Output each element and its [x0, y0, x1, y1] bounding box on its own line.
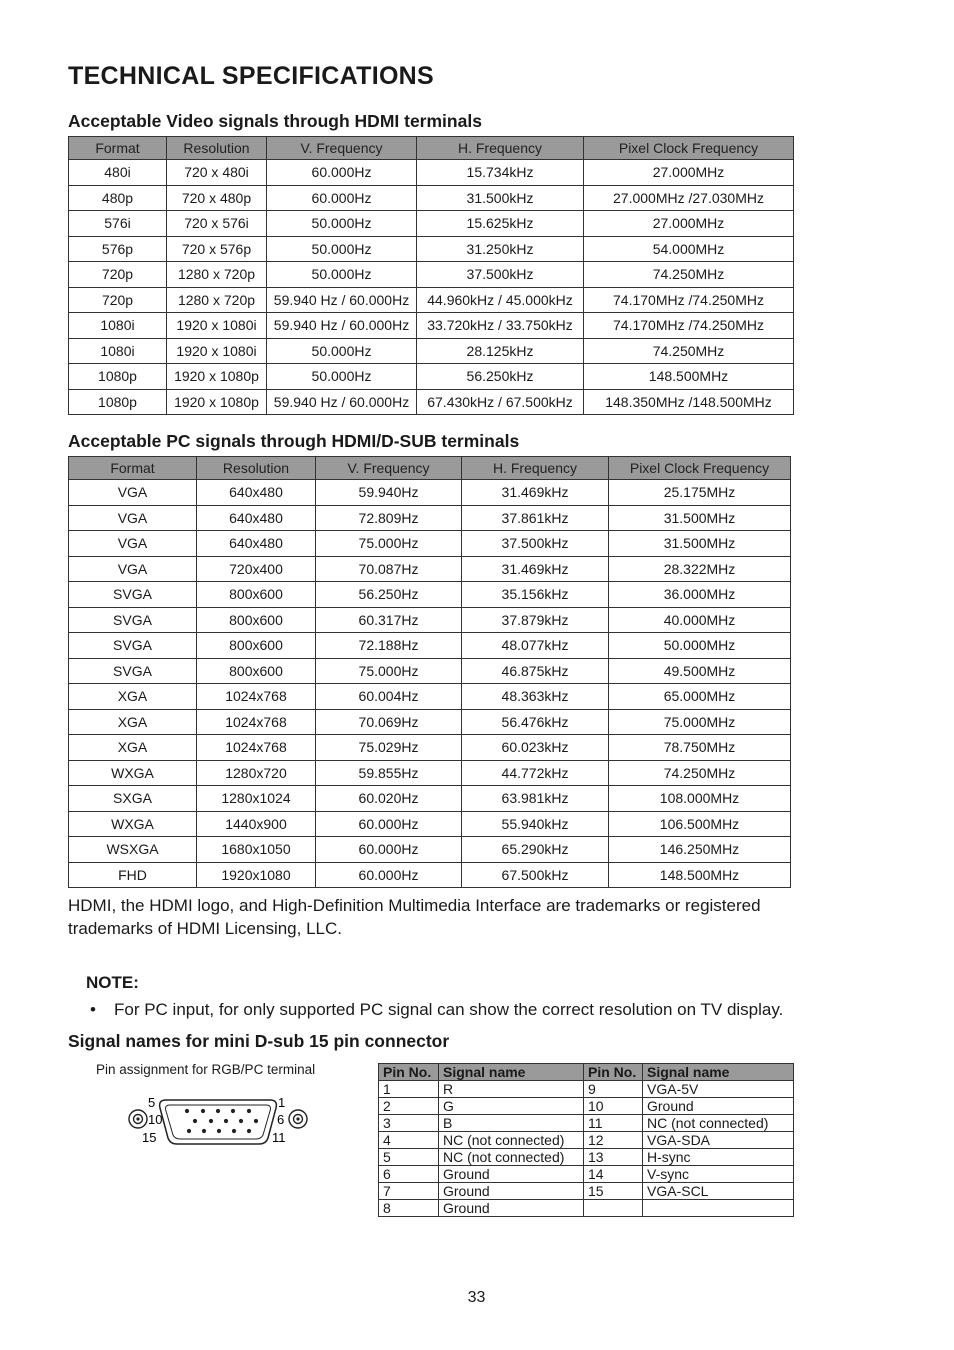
table-cell: VGA-SDA	[643, 1132, 794, 1149]
table-cell: 75.029Hz	[316, 735, 462, 761]
table-cell: VGA	[69, 531, 197, 557]
table-cell: 59.855Hz	[316, 760, 462, 786]
table-cell: 480p	[69, 185, 167, 211]
table-row	[69, 556, 791, 582]
table-cell: 640x480	[197, 480, 316, 506]
table-cell: 60.000Hz	[316, 811, 462, 837]
table-cell: 50.000Hz	[267, 364, 417, 390]
table-cell: 148.350MHz /148.500MHz	[584, 389, 794, 415]
table-row	[69, 735, 791, 761]
table-cell: 1024x768	[197, 735, 316, 761]
table-cell: 44.960kHz / 45.000kHz	[417, 287, 584, 313]
hdmi-video-heading: Acceptable Video signals through HDMI terminals	[68, 111, 482, 131]
table-cell: 37.861kHz	[462, 505, 609, 531]
table-cell: 28.125kHz	[417, 338, 584, 364]
column-header: Resolution	[197, 457, 316, 480]
table-cell: 10	[584, 1098, 643, 1115]
column-header: V. Frequency	[316, 457, 462, 480]
table-cell: 48.363kHz	[462, 684, 609, 710]
column-header: V. Frequency	[267, 137, 417, 160]
table-row	[69, 786, 791, 812]
table-cell: 70.069Hz	[316, 709, 462, 735]
table-cell: 59.940Hz	[316, 480, 462, 506]
table-cell: 720p	[69, 262, 167, 288]
table-cell: 65.290kHz	[462, 837, 609, 863]
table-cell: 74.250MHz	[584, 338, 794, 364]
table-cell: 60.000Hz	[316, 837, 462, 863]
table-cell: 60.317Hz	[316, 607, 462, 633]
table-row	[69, 287, 794, 313]
table-row	[69, 862, 791, 888]
table-row	[69, 760, 791, 786]
table-cell: 576i	[69, 211, 167, 237]
table-cell: 56.476kHz	[462, 709, 609, 735]
column-header: Format	[69, 457, 197, 480]
table-cell: VGA	[69, 505, 197, 531]
table-cell: 1080i	[69, 338, 167, 364]
table-row	[69, 811, 791, 837]
table-cell: 78.750MHz	[609, 735, 791, 761]
table-cell: 36.000MHz	[609, 582, 791, 608]
table-cell: SVGA	[69, 633, 197, 659]
table-cell: 4	[379, 1132, 439, 1149]
table-cell: 15.625kHz	[417, 211, 584, 237]
table-cell: WXGA	[69, 760, 197, 786]
table-cell: 72.188Hz	[316, 633, 462, 659]
pin-label-mid-left: 10	[148, 1112, 163, 1127]
table-cell: 60.020Hz	[316, 786, 462, 812]
table-row	[69, 389, 794, 415]
table-cell: 9	[584, 1081, 643, 1098]
table-cell: VGA-5V	[643, 1081, 794, 1098]
table-cell: 63.981kHz	[462, 786, 609, 812]
table-row	[69, 505, 791, 531]
table-cell: 50.000Hz	[267, 338, 417, 364]
table-cell: 720 x 576p	[167, 236, 267, 262]
column-header: H. Frequency	[462, 457, 609, 480]
table-row	[379, 1115, 794, 1132]
table-cell: 27.000MHz /27.030MHz	[584, 185, 794, 211]
pin-label-top-right: 1	[278, 1095, 286, 1110]
table-cell: VGA-SCL	[643, 1183, 794, 1200]
table-cell: 3	[379, 1115, 439, 1132]
table-row	[69, 338, 794, 364]
table-cell: NC (not connected)	[643, 1115, 794, 1132]
trademark-notice: HDMI, the HDMI logo, and High-Definition Multimedia Interface are trademarks or registered trademarks of HDMI Licensing, LLC.	[68, 896, 761, 938]
table-cell: 1	[379, 1081, 439, 1098]
table-cell: 74.170MHz /74.250MHz	[584, 313, 794, 339]
pc-signals-table	[68, 456, 791, 888]
column-header: Signal name	[643, 1064, 794, 1081]
note-title: NOTE:	[86, 973, 139, 992]
table-cell: SVGA	[69, 607, 197, 633]
table-cell: 13	[584, 1149, 643, 1166]
table-row	[69, 837, 791, 863]
bullet: •	[90, 1000, 96, 1019]
table-row	[379, 1132, 794, 1149]
table-cell: 67.430kHz / 67.500kHz	[417, 389, 584, 415]
column-header: Pin No.	[379, 1064, 439, 1081]
table-cell: 480i	[69, 160, 167, 186]
table-cell: 60.004Hz	[316, 684, 462, 710]
table-cell: 106.500MHz	[609, 811, 791, 837]
table-cell: 720 x 480i	[167, 160, 267, 186]
table-cell: 31.500kHz	[417, 185, 584, 211]
table-header-row	[69, 457, 791, 480]
table-row	[69, 633, 791, 659]
table-cell: FHD	[69, 862, 197, 888]
table-cell: 74.250MHz	[584, 262, 794, 288]
column-header: Pixel Clock Frequency	[584, 137, 794, 160]
table-cell: 1280 x 720p	[167, 287, 267, 313]
table-cell: 800x600	[197, 582, 316, 608]
table-cell: 75.000MHz	[609, 709, 791, 735]
table-cell: 800x600	[197, 658, 316, 684]
table-cell: 11	[584, 1115, 643, 1132]
dsub-pin-table	[378, 1063, 794, 1217]
table-row	[69, 582, 791, 608]
table-cell: 640x480	[197, 505, 316, 531]
table-header-row	[379, 1064, 794, 1081]
pin-label-bottom-left: 15	[142, 1130, 157, 1145]
table-cell: G	[439, 1098, 584, 1115]
table-cell: WSXGA	[69, 837, 197, 863]
table-cell: 50.000Hz	[267, 236, 417, 262]
hdmi-video-table	[68, 136, 794, 415]
table-cell: H-sync	[643, 1149, 794, 1166]
table-cell: 1920x1080	[197, 862, 316, 888]
table-cell: 48.077kHz	[462, 633, 609, 659]
table-row	[69, 313, 794, 339]
table-row	[69, 236, 794, 262]
table-cell: 1280x1024	[197, 786, 316, 812]
note-item	[90, 1000, 783, 1020]
table-cell: 8	[379, 1200, 439, 1217]
table-cell: 70.087Hz	[316, 556, 462, 582]
table-cell: 59.940 Hz / 60.000Hz	[267, 313, 417, 339]
page-number: 33	[467, 1289, 486, 1306]
table-cell: 5	[379, 1149, 439, 1166]
table-row	[379, 1149, 794, 1166]
table-cell: 40.000MHz	[609, 607, 791, 633]
table-row	[379, 1098, 794, 1115]
table-cell: 720 x 576i	[167, 211, 267, 237]
table-cell: 14	[584, 1166, 643, 1183]
table-cell: 15	[584, 1183, 643, 1200]
table-cell: 108.000MHz	[609, 786, 791, 812]
table-cell: 1920 x 1080p	[167, 364, 267, 390]
column-header: H. Frequency	[417, 137, 584, 160]
table-row	[379, 1166, 794, 1183]
pin-label-mid-right: 6	[277, 1112, 285, 1127]
table-cell: 59.940 Hz / 60.000Hz	[267, 389, 417, 415]
table-cell: 54.000MHz	[584, 236, 794, 262]
table-cell: B	[439, 1115, 584, 1132]
table-cell	[643, 1200, 794, 1217]
table-cell: Ground	[439, 1200, 584, 1217]
table-cell: VGA	[69, 556, 197, 582]
table-cell: 60.000Hz	[316, 862, 462, 888]
table-cell: 1280 x 720p	[167, 262, 267, 288]
table-cell: 1280x720	[197, 760, 316, 786]
table-cell: NC (not connected)	[439, 1132, 584, 1149]
page-title: TECHNICAL SPECIFICATIONS	[68, 62, 435, 90]
column-header: Signal name	[439, 1064, 584, 1081]
table-cell: 720p	[69, 287, 167, 313]
table-cell: 25.175MHz	[609, 480, 791, 506]
column-header: Pin No.	[584, 1064, 643, 1081]
table-cell: 35.156kHz	[462, 582, 609, 608]
table-cell: 31.250kHz	[417, 236, 584, 262]
table-cell: 1920 x 1080i	[167, 338, 267, 364]
table-cell: 7	[379, 1183, 439, 1200]
table-cell: 720x400	[197, 556, 316, 582]
table-cell: XGA	[69, 684, 197, 710]
table-cell: 55.940kHz	[462, 811, 609, 837]
table-cell: 1024x768	[197, 684, 316, 710]
table-cell: Ground	[439, 1166, 584, 1183]
table-row	[69, 531, 791, 557]
table-cell: 1080p	[69, 364, 167, 390]
table-cell: 15.734kHz	[417, 160, 584, 186]
table-cell: 56.250Hz	[316, 582, 462, 608]
table-row	[69, 480, 791, 506]
table-cell: 65.000MHz	[609, 684, 791, 710]
table-cell: 1920 x 1080p	[167, 389, 267, 415]
table-row	[69, 160, 794, 186]
table-cell: 1680x1050	[197, 837, 316, 863]
table-cell: 72.809Hz	[316, 505, 462, 531]
table-cell: 33.720kHz / 33.750kHz	[417, 313, 584, 339]
table-cell: 37.500kHz	[417, 262, 584, 288]
table-cell: SXGA	[69, 786, 197, 812]
pc-signals-heading: Acceptable PC signals through HDMI/D-SUB terminals	[68, 431, 520, 451]
table-row	[69, 364, 794, 390]
table-cell: 37.879kHz	[462, 607, 609, 633]
table-cell: VGA	[69, 480, 197, 506]
table-cell: 146.250MHz	[609, 837, 791, 863]
table-cell: 60.000Hz	[267, 160, 417, 186]
column-header: Format	[69, 137, 167, 160]
table-cell: 28.322MHz	[609, 556, 791, 582]
table-cell: 6	[379, 1166, 439, 1183]
table-cell: 640x480	[197, 531, 316, 557]
note-text: For PC input, for only supported PC signal can show the correct resolution on TV display.	[114, 1000, 784, 1019]
table-cell: 31.500MHz	[609, 505, 791, 531]
table-row	[69, 709, 791, 735]
table-cell: 1440x900	[197, 811, 316, 837]
table-cell: Ground	[439, 1183, 584, 1200]
table-cell: 74.250MHz	[609, 760, 791, 786]
column-header: Resolution	[167, 137, 267, 160]
table-cell: 50.000Hz	[267, 211, 417, 237]
table-row	[69, 185, 794, 211]
table-header-row	[69, 137, 794, 160]
table-cell: NC (not connected)	[439, 1149, 584, 1166]
table-cell: 46.875kHz	[462, 658, 609, 684]
dsub-connector-icon	[126, 1092, 316, 1152]
table-cell: 49.500MHz	[609, 658, 791, 684]
table-row	[379, 1081, 794, 1098]
table-cell: 12	[584, 1132, 643, 1149]
table-row	[69, 658, 791, 684]
table-cell: 27.000MHz	[584, 160, 794, 186]
table-cell: 800x600	[197, 607, 316, 633]
table-cell: WXGA	[69, 811, 197, 837]
table-cell: 50.000Hz	[267, 262, 417, 288]
dsub-heading: Signal names for mini D-sub 15 pin connector	[68, 1031, 450, 1051]
table-cell: XGA	[69, 735, 197, 761]
table-cell: 148.500MHz	[584, 364, 794, 390]
table-cell: 148.500MHz	[609, 862, 791, 888]
table-row	[69, 262, 794, 288]
table-row	[69, 607, 791, 633]
table-cell: 67.500kHz	[462, 862, 609, 888]
table-cell: 720 x 480p	[167, 185, 267, 211]
table-cell: 1920 x 1080i	[167, 313, 267, 339]
pin-label-top-left: 5	[148, 1095, 156, 1110]
table-cell: 31.469kHz	[462, 480, 609, 506]
table-cell: 31.469kHz	[462, 556, 609, 582]
table-cell: 50.000MHz	[609, 633, 791, 659]
pin-label-bottom-right: 11	[272, 1130, 286, 1145]
table-cell: 56.250kHz	[417, 364, 584, 390]
table-row	[69, 684, 791, 710]
table-row	[69, 211, 794, 237]
table-cell: 27.000MHz	[584, 211, 794, 237]
table-cell: 31.500MHz	[609, 531, 791, 557]
table-cell: XGA	[69, 709, 197, 735]
table-cell: 576p	[69, 236, 167, 262]
table-cell: 37.500kHz	[462, 531, 609, 557]
table-cell: 60.023kHz	[462, 735, 609, 761]
table-row	[379, 1200, 794, 1217]
table-cell: SVGA	[69, 582, 197, 608]
table-cell: 1024x768	[197, 709, 316, 735]
table-cell: 75.000Hz	[316, 658, 462, 684]
table-cell: 60.000Hz	[267, 185, 417, 211]
table-cell	[584, 1200, 643, 1217]
table-cell: 75.000Hz	[316, 531, 462, 557]
pin-assignment-caption: Pin assignment for RGB/PC terminal	[96, 1062, 316, 1077]
table-cell: R	[439, 1081, 584, 1098]
column-header: Pixel Clock Frequency	[609, 457, 791, 480]
table-cell: 2	[379, 1098, 439, 1115]
table-cell: 44.772kHz	[462, 760, 609, 786]
table-cell: 800x600	[197, 633, 316, 659]
table-cell: V-sync	[643, 1166, 794, 1183]
table-cell: 1080p	[69, 389, 167, 415]
table-cell: 1080i	[69, 313, 167, 339]
table-cell: 59.940 Hz / 60.000Hz	[267, 287, 417, 313]
table-cell: SVGA	[69, 658, 197, 684]
table-cell: Ground	[643, 1098, 794, 1115]
table-row	[379, 1183, 794, 1200]
table-cell: 74.170MHz /74.250MHz	[584, 287, 794, 313]
